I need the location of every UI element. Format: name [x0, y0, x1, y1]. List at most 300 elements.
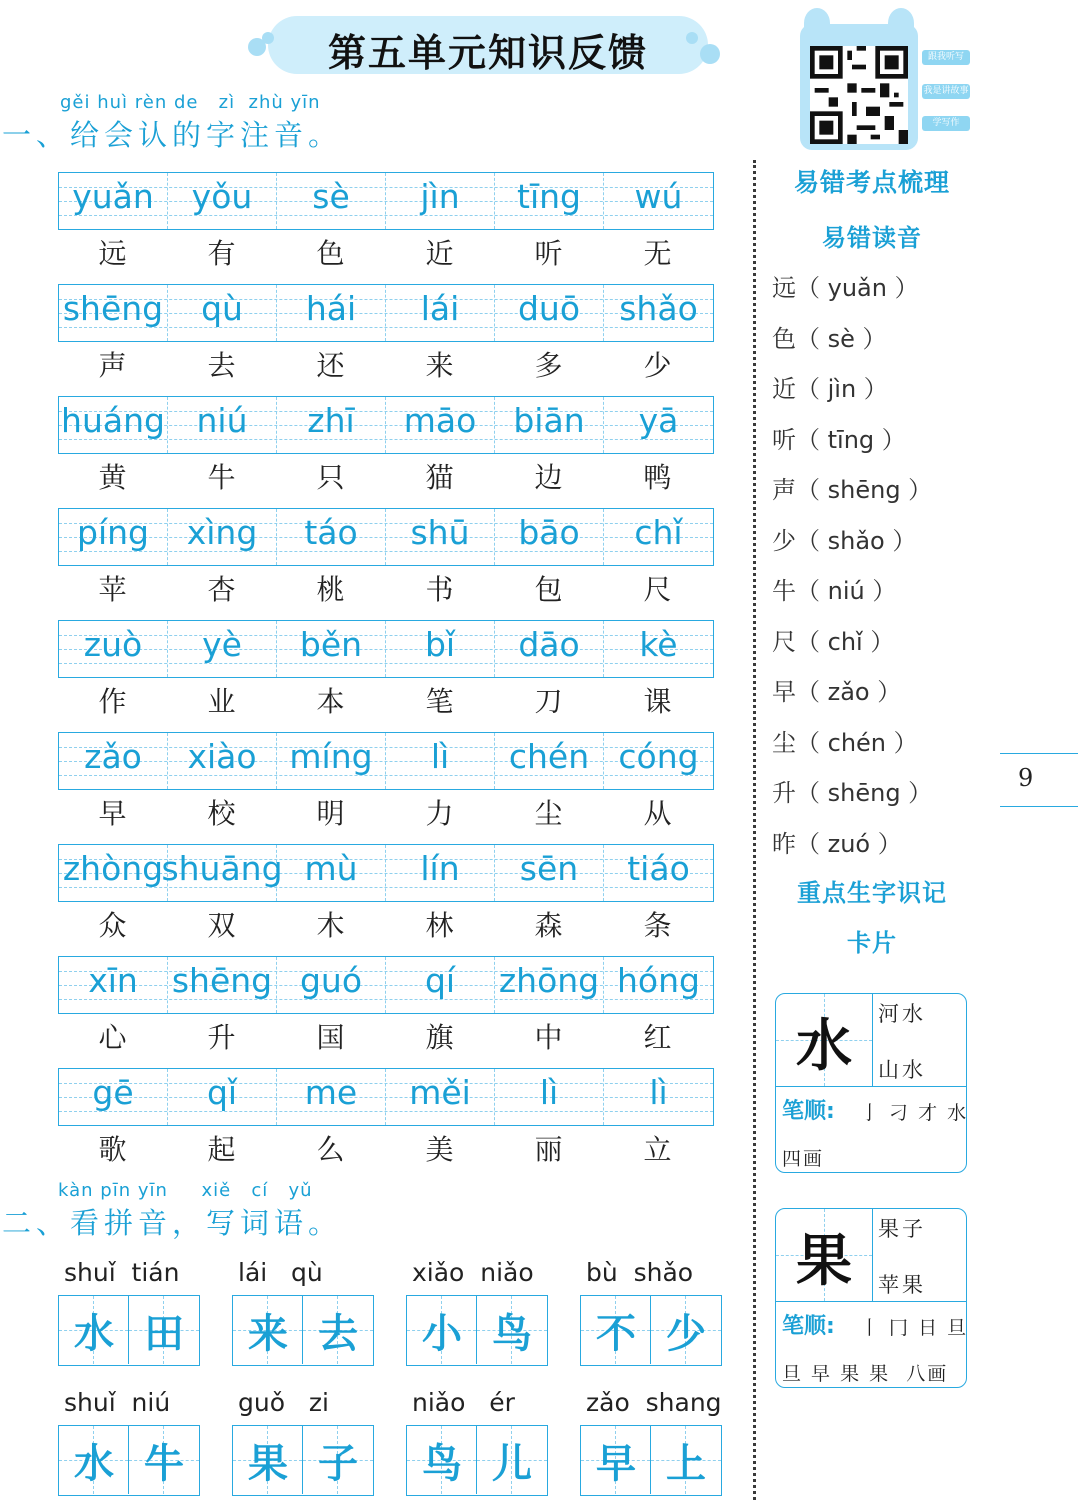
reading-character: 少 [772, 526, 796, 555]
reading-pinyin: （ niú ） [796, 577, 897, 605]
pinyin-text: niú [196, 401, 248, 440]
pinyin-text: zhòng [62, 849, 164, 888]
hanzi-character: 森 [534, 909, 563, 942]
pinyin-text: lì [649, 1073, 668, 1112]
card-word-1: 果子 [878, 1217, 926, 1241]
section1-heading: 一、给会认的字注音。 [2, 118, 343, 152]
character-row [58, 1016, 714, 1060]
pinyin-cell [168, 173, 277, 229]
dotted-divider [753, 160, 756, 1500]
pinyin-text: māo [403, 401, 477, 440]
pinyin-text: shēng [62, 289, 164, 328]
hanzi-character: 早 [98, 797, 127, 830]
pinyin-text: yuǎn [72, 177, 154, 216]
reading-pinyin: （ chén ） [796, 728, 918, 757]
character-row [58, 232, 714, 276]
tian-grid-cell [129, 1426, 199, 1494]
reading-item [772, 773, 932, 808]
card-separator [776, 1086, 966, 1087]
hanzi-character: 课 [643, 685, 672, 718]
reading-character: 尺 [772, 627, 796, 656]
reading-item [772, 369, 888, 404]
tian-grid-cell [233, 1296, 303, 1364]
pinyin-text: xīn [88, 961, 138, 1000]
pinyin-cell [386, 621, 495, 677]
reading-pinyin: （ sè ） [796, 324, 887, 353]
pinyin-text: sēn [519, 849, 579, 888]
hanzi-character: 桃 [316, 573, 345, 606]
written-character: 鸟 [492, 1310, 532, 1357]
hanzi-character: 无 [643, 237, 672, 270]
hanzi-character: 立 [643, 1133, 672, 1166]
hanzi-character: 黄 [98, 461, 127, 494]
word-writing-box[interactable] [580, 1295, 722, 1366]
tian-grid-cell [581, 1426, 651, 1494]
tian-grid-cell [651, 1426, 721, 1494]
hanzi-character: 众 [98, 909, 127, 942]
card-char-box [776, 994, 873, 1086]
word-writing-box[interactable] [406, 1425, 548, 1496]
written-character: 田 [144, 1310, 184, 1357]
pinyin-cell [604, 1069, 713, 1125]
pinyin-row [58, 844, 714, 902]
hanzi-character: 只 [316, 461, 345, 494]
pinyin-text: hái [305, 289, 357, 328]
reading-item [772, 420, 906, 455]
reading-pinyin: （ shǎo ） [796, 526, 917, 555]
hanzi-character: 少 [643, 349, 672, 382]
reading-character: 早 [772, 678, 796, 706]
pinyin-cell [59, 733, 168, 789]
character-row [58, 456, 714, 500]
pinyin-text: míng [289, 737, 373, 776]
pinyin-text: jìn [420, 177, 460, 216]
reading-item [772, 470, 932, 505]
card-strokes: 丨 冂 日 旦 [860, 1317, 969, 1339]
pinyin-text: shū [410, 513, 470, 552]
hanzi-character: 升 [207, 1021, 236, 1054]
hanzi-character: 么 [316, 1133, 345, 1166]
pinyin-text: cóng [618, 737, 699, 776]
pinyin-cell [59, 397, 168, 453]
hanzi-character: 心 [98, 1021, 127, 1054]
qr-panel [800, 6, 975, 151]
reading-item [772, 571, 896, 606]
pinyin-cell [277, 621, 386, 677]
pinyin-row [58, 732, 714, 790]
pinyin-cell [604, 397, 713, 453]
pinyin-text: bǐ [424, 625, 456, 664]
pinyin-text: píng [77, 513, 149, 552]
pinyin-text: zuò [83, 625, 143, 664]
pinyin-cell [604, 621, 713, 677]
qr-button-writing[interactable]: 学写作 [922, 116, 970, 131]
reading-pinyin: （ zǎo ） [796, 678, 902, 706]
reading-pinyin: （ shēng ） [796, 476, 933, 504]
pinyin-row [58, 508, 714, 566]
tian-grid-cell [581, 1296, 651, 1364]
word-pinyin: niǎo ér [412, 1388, 515, 1417]
hanzi-character: 听 [534, 237, 563, 270]
word-pinyin: bù shǎo [586, 1258, 694, 1287]
hanzi-character: 还 [316, 349, 345, 382]
pinyin-text: lì [430, 737, 450, 776]
card-separator [776, 1301, 966, 1302]
hanzi-character: 木 [316, 909, 345, 942]
pinyin-cell [495, 621, 604, 677]
written-character: 果 [248, 1440, 288, 1487]
word-pinyin: lái qù [238, 1258, 323, 1287]
section2-pinyin: kàn pīn yīn xiě cí yǔ [58, 1180, 313, 1201]
pinyin-cell [386, 845, 495, 901]
hanzi-character: 尘 [534, 797, 563, 830]
word-pinyin: guǒ zi [238, 1388, 329, 1417]
reading-character: 声 [772, 476, 796, 504]
pinyin-text: zǎo [84, 737, 142, 776]
hanzi-character: 近 [425, 237, 454, 270]
pinyin-row [58, 284, 714, 342]
pinyin-cell [168, 621, 277, 677]
pinyin-cell [59, 621, 168, 677]
hanzi-character: 明 [316, 797, 345, 830]
pinyin-cell [59, 957, 168, 1013]
tian-grid-cell [477, 1426, 547, 1494]
cards-heading-line1: 重点生字识记 [797, 879, 947, 907]
card-character: 果 [796, 1228, 852, 1294]
pinyin-cell [386, 285, 495, 341]
hanzi-character: 校 [207, 797, 236, 830]
word-writing-box[interactable] [406, 1295, 548, 1366]
hanzi-character: 林 [425, 909, 454, 942]
pinyin-cell [386, 733, 495, 789]
character-row [58, 904, 714, 948]
tian-grid-cell [407, 1296, 477, 1364]
written-character: 来 [248, 1310, 288, 1357]
pinyin-text: qǐ [206, 1073, 238, 1112]
hanzi-character: 美 [425, 1133, 454, 1166]
pinyin-cell [495, 397, 604, 453]
hanzi-character: 中 [534, 1021, 563, 1054]
pinyin-text: běn [299, 625, 363, 664]
pinyin-text: hóng [617, 961, 700, 1000]
hanzi-character: 起 [207, 1133, 236, 1166]
reading-character: 尘 [772, 728, 796, 757]
pinyin-cell [495, 173, 604, 229]
hanzi-character: 红 [643, 1021, 672, 1054]
hanzi-character: 来 [425, 349, 454, 382]
pinyin-text: chǐ [634, 513, 683, 552]
hanzi-character: 鸭 [643, 461, 672, 494]
tian-grid-cell [59, 1426, 129, 1494]
tian-grid-cell [303, 1426, 373, 1494]
written-character: 子 [318, 1440, 358, 1487]
written-character: 水 [74, 1440, 114, 1487]
word-writing-box[interactable] [580, 1425, 722, 1496]
pinyin-text: lái [420, 289, 460, 328]
pinyin-cell [495, 285, 604, 341]
card-stroke-label: 笔顺: [782, 1099, 835, 1124]
word-writing-box[interactable] [232, 1425, 374, 1496]
pinyin-text: shuāng [161, 849, 283, 888]
pinyin-cell [386, 509, 495, 565]
card-word-1: 河水 [878, 1002, 926, 1026]
pinyin-text: yǒu [191, 177, 253, 216]
pinyin-text: lín [420, 849, 460, 888]
character-card-guo [775, 1208, 967, 1388]
pinyin-text: chén [508, 737, 590, 776]
pinyin-cell [59, 845, 168, 901]
card-stroke-count: 旦 早 果 果 八画 [782, 1363, 949, 1385]
pinyin-row [58, 620, 714, 678]
hanzi-character: 业 [207, 685, 236, 718]
pinyin-text: tiáo [627, 849, 690, 888]
cards-heading-line2: 卡片 [847, 929, 897, 957]
written-character: 牛 [144, 1440, 184, 1487]
written-character: 少 [666, 1310, 706, 1357]
pinyin-cell [277, 1069, 386, 1125]
pinyin-cell [386, 397, 495, 453]
pinyin-cell [168, 509, 277, 565]
hanzi-character: 声 [98, 349, 127, 382]
pinyin-text: wú [634, 177, 683, 216]
hanzi-character: 作 [98, 685, 127, 718]
hanzi-character: 多 [534, 349, 563, 382]
pinyin-text: duō [517, 289, 581, 328]
card-stroke-count: 四画 [782, 1148, 825, 1170]
pinyin-cell [59, 173, 168, 229]
reading-character: 牛 [772, 577, 796, 605]
written-character: 儿 [492, 1440, 532, 1487]
pinyin-cell [495, 509, 604, 565]
sidebar-heading: 易错考点梳理 [793, 168, 950, 197]
pinyin-cell [168, 1069, 277, 1125]
pinyin-cell [604, 285, 713, 341]
pinyin-text: qí [424, 961, 456, 1000]
pinyin-cell [277, 173, 386, 229]
reading-pinyin: （ zuó ） [796, 829, 902, 858]
reading-character: 升 [772, 779, 796, 807]
pinyin-row [58, 1068, 714, 1126]
word-pinyin: shuǐ tián [64, 1258, 180, 1287]
pinyin-cell [604, 957, 713, 1013]
reading-pinyin: （ chǐ ） [796, 627, 895, 656]
pinyin-row [58, 396, 714, 454]
hanzi-character: 条 [643, 909, 672, 942]
reading-item [772, 824, 902, 859]
reading-character: 听 [772, 425, 796, 454]
pinyin-cell [59, 1069, 168, 1125]
hanzi-character: 歌 [98, 1133, 127, 1166]
pinyin-text: shǎo [619, 289, 698, 328]
qr-code-icon[interactable] [810, 46, 908, 144]
pinyin-text: me [304, 1073, 358, 1112]
pinyin-text: zhī [307, 401, 355, 440]
reading-character: 昨 [772, 829, 796, 858]
pinyin-text: gē [92, 1073, 134, 1112]
pinyin-cell [604, 173, 713, 229]
pinyin-text: huáng [61, 401, 165, 440]
hanzi-character: 苹 [98, 573, 127, 606]
pinyin-cell [277, 957, 386, 1013]
hanzi-character: 本 [316, 685, 345, 718]
tian-grid-cell [129, 1296, 199, 1364]
hanzi-character: 双 [207, 909, 236, 942]
card-stroke-label: 笔顺: [782, 1314, 835, 1339]
pinyin-text: yè [202, 625, 242, 664]
written-character: 去 [318, 1310, 358, 1357]
pinyin-cell [168, 733, 277, 789]
pinyin-text: shēng [171, 961, 273, 1000]
reading-pinyin: （ jìn ） [796, 375, 888, 403]
reading-item [772, 622, 894, 657]
pinyin-cell [495, 957, 604, 1013]
tian-grid-cell [303, 1296, 373, 1364]
written-character: 小 [422, 1310, 462, 1357]
pinyin-cell [386, 957, 495, 1013]
character-row [58, 568, 714, 612]
character-row [58, 792, 714, 836]
pinyin-text: lì [539, 1073, 559, 1112]
reading-item [772, 723, 918, 758]
pinyin-row [58, 956, 714, 1014]
card-word-2: 苹果 [878, 1273, 926, 1297]
hanzi-character: 国 [316, 1021, 345, 1054]
character-row [58, 344, 714, 388]
hanzi-character: 边 [534, 461, 563, 494]
hanzi-character: 书 [425, 573, 454, 606]
written-character: 水 [74, 1310, 114, 1357]
pinyin-cell [495, 733, 604, 789]
reading-character: 远 [772, 274, 796, 302]
pinyin-text: biān [513, 401, 585, 440]
hanzi-character: 旗 [425, 1021, 454, 1054]
word-pinyin: zǎo shang [586, 1388, 722, 1417]
tian-grid-cell [477, 1296, 547, 1364]
pinyin-text: tīng [517, 177, 581, 216]
pinyin-text: bāo [518, 513, 580, 552]
hanzi-character: 刀 [534, 685, 563, 718]
hanzi-character: 从 [643, 797, 672, 830]
character-card-shui [775, 993, 967, 1173]
pinyin-cell [495, 1069, 604, 1125]
hanzi-character: 猫 [425, 461, 454, 494]
pinyin-text: qù [201, 289, 243, 328]
pinyin-cell [277, 845, 386, 901]
pinyin-cell [277, 285, 386, 341]
tian-grid-cell [233, 1426, 303, 1494]
word-pinyin: xiǎo niǎo [412, 1258, 534, 1287]
card-character: 水 [796, 1013, 852, 1079]
reading-item [772, 521, 916, 556]
written-character: 早 [596, 1440, 636, 1487]
hanzi-character: 远 [98, 237, 127, 270]
title-banner [248, 10, 728, 80]
reading-pinyin: （ tīng ） [796, 425, 906, 454]
hanzi-character: 杏 [207, 573, 236, 606]
pinyin-cell [168, 397, 277, 453]
hanzi-character: 尺 [643, 573, 672, 606]
card-word-2: 山水 [878, 1058, 926, 1082]
pinyin-cell [604, 509, 713, 565]
card-char-box [776, 1209, 873, 1301]
word-writing-box[interactable] [58, 1295, 200, 1366]
word-pinyin: shuǐ niú [64, 1388, 171, 1417]
pinyin-cell [604, 733, 713, 789]
word-writing-box[interactable] [232, 1295, 374, 1366]
written-character: 不 [596, 1310, 636, 1357]
hanzi-character: 丽 [534, 1133, 563, 1166]
hanzi-character: 有 [207, 237, 236, 270]
page-number: 9 [1018, 764, 1034, 792]
section1-pinyin: gěi huì rèn de zì zhù yīn [60, 92, 321, 113]
word-writing-box[interactable] [58, 1425, 200, 1496]
tian-grid-cell [59, 1296, 129, 1364]
pinyin-text: yā [638, 401, 679, 440]
pinyin-text: mù [304, 849, 358, 888]
page-title: 第五单元知识反馈 [327, 31, 648, 75]
reading-pinyin: （ yuǎn ） [796, 274, 919, 302]
pinyin-cell [277, 397, 386, 453]
pinyin-row [58, 172, 714, 230]
pinyin-cell [168, 957, 277, 1013]
character-row [58, 1128, 714, 1172]
qr-button-story[interactable]: 我是讲故事 [922, 84, 970, 99]
written-character: 鸟 [422, 1440, 462, 1487]
tian-grid-cell [407, 1426, 477, 1494]
card-strokes: 亅 刁 才 水 [860, 1102, 969, 1124]
pinyin-cell [386, 173, 495, 229]
pinyin-text: dāo [518, 625, 580, 664]
pinyin-text: táo [304, 513, 358, 552]
pinyin-cell [59, 285, 168, 341]
pinyin-cell [59, 509, 168, 565]
readings-heading: 易错读音 [822, 224, 922, 252]
pinyin-text: měi [409, 1073, 471, 1112]
pinyin-cell [277, 733, 386, 789]
hanzi-character: 包 [534, 573, 563, 606]
reading-item [772, 268, 919, 303]
tian-grid-cell [651, 1296, 721, 1364]
reading-item [772, 319, 887, 354]
reading-item [772, 672, 901, 707]
hanzi-character: 力 [425, 797, 454, 830]
hanzi-character: 去 [207, 349, 236, 382]
pinyin-cell [386, 1069, 495, 1125]
pinyin-cell [161, 845, 283, 901]
pinyin-cell [604, 845, 713, 901]
reading-character: 色 [772, 324, 796, 353]
pinyin-cell [495, 845, 604, 901]
pinyin-text: xìng [186, 513, 258, 552]
section2-heading: 二、看拼音，写词语。 [2, 1206, 343, 1240]
pinyin-text: kè [639, 625, 678, 664]
written-character: 上 [666, 1440, 706, 1487]
character-row [58, 680, 714, 724]
pinyin-text: zhōng [498, 961, 600, 1000]
pinyin-text: sè [312, 177, 350, 216]
pinyin-cell [168, 285, 277, 341]
hanzi-character: 牛 [207, 461, 236, 494]
page-number-tab [1000, 753, 1078, 807]
pinyin-text: xiào [187, 737, 257, 776]
reading-pinyin: （ shēng ） [796, 779, 933, 807]
hanzi-character: 色 [316, 237, 345, 270]
qr-button-dictation[interactable]: 跟我听写 [922, 50, 970, 65]
pinyin-text: guó [299, 961, 363, 1000]
pinyin-cell [277, 509, 386, 565]
reading-character: 近 [772, 375, 796, 403]
hanzi-character: 笔 [425, 685, 454, 718]
